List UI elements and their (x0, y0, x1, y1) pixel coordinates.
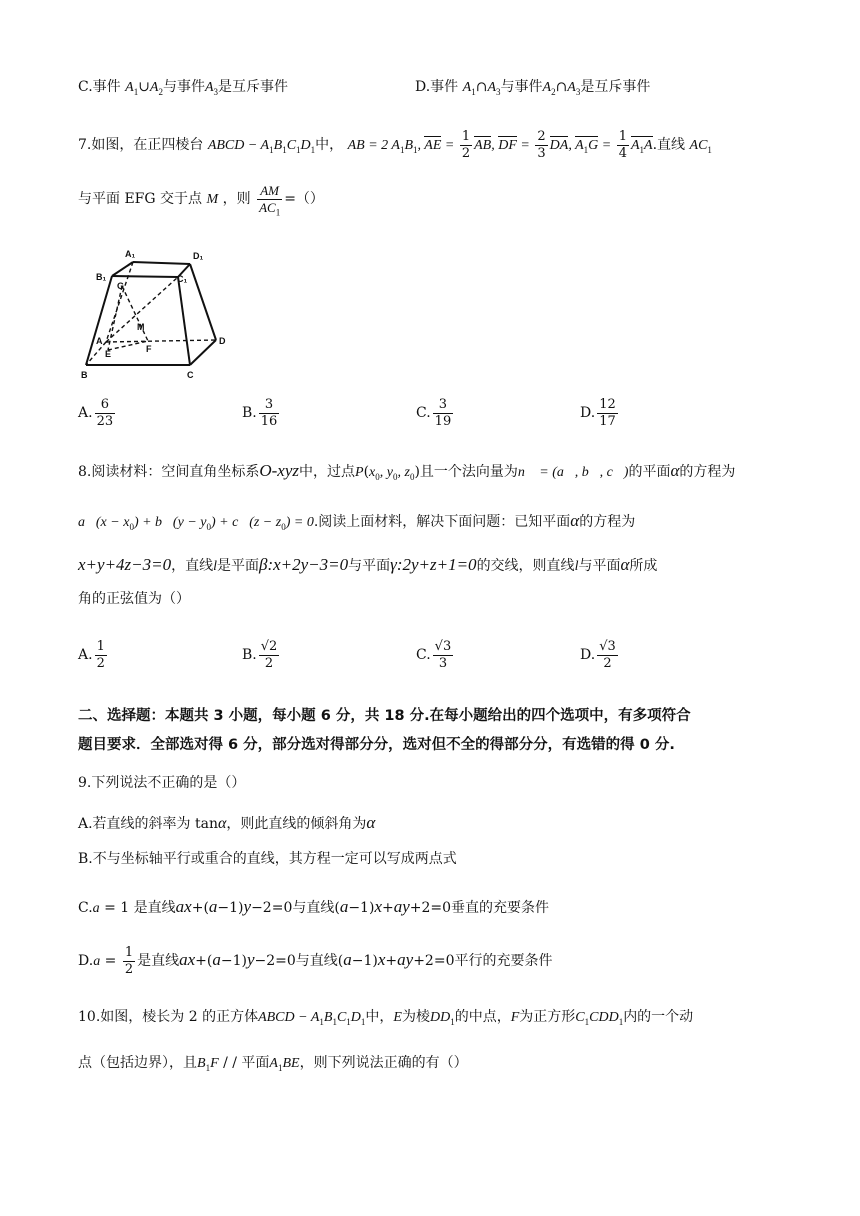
q7-option-c: C. $\frac{3}{19}$ (416, 397, 452, 429)
q8-option-b: B. $\frac{√2}{2}$ (242, 639, 278, 671)
q9-option-b: B.不与坐标轴平行或重合的直线，其方程一定可以写成两点式 (78, 851, 457, 867)
section2-heading-line1: 二、选择题：本题共 3 小题，每小题 6 分，共 18 分.在每小题给出的四个选项中，有多项符合 (78, 708, 691, 724)
q9-option-d: D.a = $\frac{1}{2}$ 是直线ax+(a−1)y−2=0与直线(a−1)x+ay+2=0平行的充要条件 (78, 945, 553, 977)
label-e: E (105, 349, 112, 359)
q6-option-c: C.事件 $A_1\cup A_2$与事件$A_3$是互斥事件 (78, 79, 289, 97)
q7-option-a: A. $\frac{6}{23}$ (78, 397, 114, 429)
q8-line2: a⃗(x − $x_0$) + b⃗(y − $y_0$) + c⃗(z − $z_0) = 0$.阅读上面材料，解决下面问题：已知平面α的方程为 (78, 511, 636, 532)
q7-frustum-figure (78, 244, 238, 384)
label-b1: B₁ (96, 272, 107, 282)
q9-option-c: C.a = 1 是直线ax+(a−1)y−2=0与直线(a−1)x+ay+2=0垂直的充要条件 (78, 897, 550, 916)
q7-stem-line2: 与平面 EFG 交于点 M ，则 $\frac{AM}{AC_1}$ =（） (78, 183, 324, 218)
q8-line3: x+y+4z−3=0，直线l是平面β:x+2y−3=0与平面γ:2y+z+1=0的交线，则直线l与平面α所成 (78, 555, 658, 574)
section2-heading-line2: 题目要求．全部选对得 6 分，部分选对得部分分，选对但不全的得部分分，有选错的得 0 分. (78, 737, 675, 753)
label-d: D (219, 336, 226, 346)
q10-line2: 点（包括边界），且$B_1F$ / / 平面$A_1BE$，则下列说法正确的有（） (78, 1055, 468, 1073)
q8-option-d: D. $\frac{√3}{2}$ (580, 639, 616, 671)
label-f: F (146, 344, 152, 354)
label-b: B (81, 370, 88, 380)
label-a1: A₁ (125, 249, 136, 259)
q7-stem-line1: 7.如图，在正四棱台 ABCD − $A_1B_1C_1D_1$中， AB = 2 $A_1B_1$, AE = $\frac{1}{2}$ AB, DF = $\frac{2}{3}$ DA, $A_1G$ = $\frac{1}{4}$ $A_1A$.直线 $AC_1$ (78, 129, 712, 161)
q9-stem: 9.下列说法不正确的是（） (78, 775, 246, 791)
q7-option-b: B. $\frac{3}{16}$ (242, 397, 278, 429)
q8-line1: 8.阅读材料：空间直角坐标系O-xyz中，过点$P(x_0$, $y_0$, $z_0$)且一个法向量为n⃗ = (a⃗, b⃗, c⃗)的平面α的方程为 (78, 461, 736, 482)
label-a: A (96, 336, 103, 346)
q6-option-d: D.事件 $A_1\cap A_3$与事件$A_2\cap A_3$是互斥事件 (415, 79, 651, 97)
q7-option-d: D. $\frac{12}{17}$ (580, 397, 616, 429)
q9-option-a: A.若直线的斜率为 tanα，则此直线的倾斜角为α (78, 813, 376, 832)
q10-line1: 10.如图，棱长为 2 的正方体ABCD − $A_1B_1C_1D_1$中，E为棱$DD_1$的中点，F为正方形$C_1CDD_1$内的一个动 (78, 1009, 694, 1027)
q8-option-a: A. $\frac{1}{2}$ (78, 639, 105, 671)
q8-line4: 角的正弦值为（） (78, 591, 190, 607)
q8-option-c: C. $\frac{√3}{3}$ (416, 639, 452, 671)
label-m: M (137, 322, 145, 332)
label-c1: C₁ (177, 274, 188, 284)
label-d1: D₁ (193, 251, 204, 261)
label-c: C (187, 370, 194, 380)
label-g: G (117, 281, 125, 291)
